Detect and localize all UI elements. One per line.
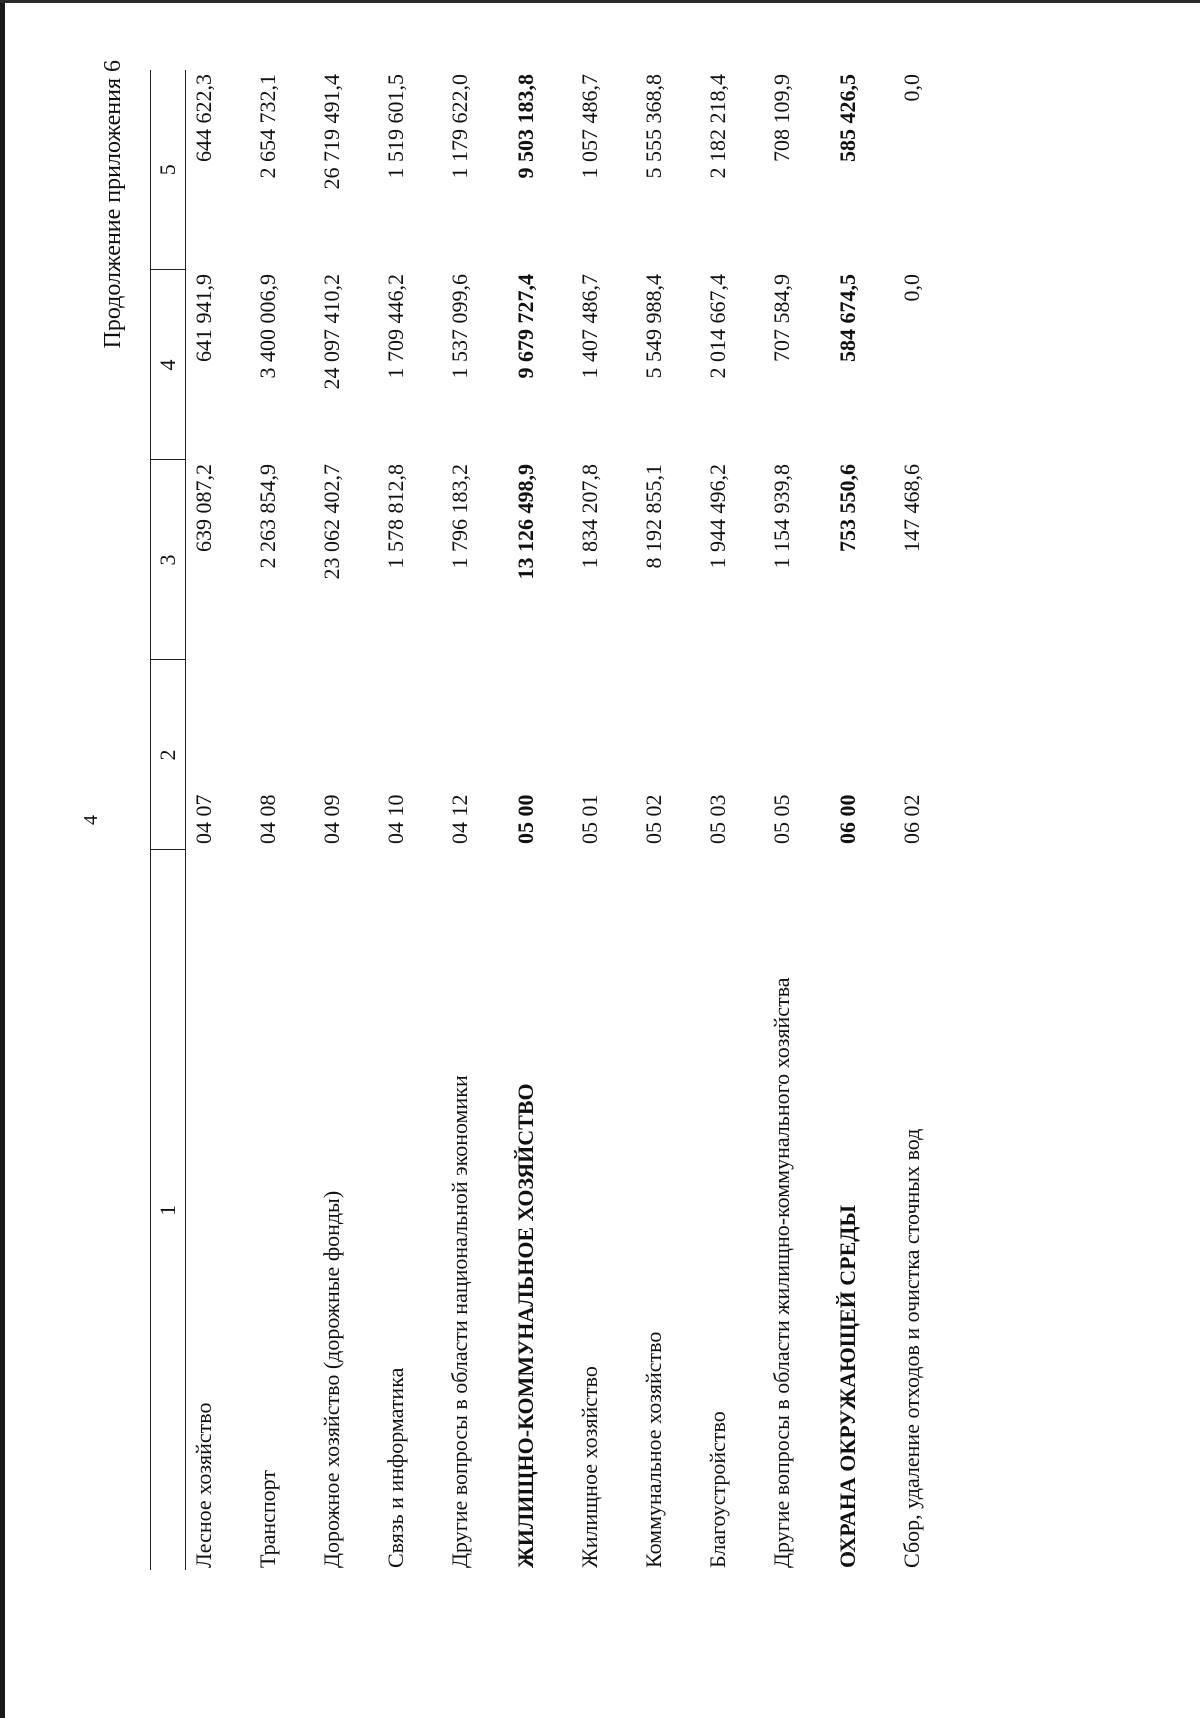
row-value-col5: 2 182 218,4 xyxy=(705,74,730,179)
row-value-col3: 1 154 939,8 xyxy=(769,464,794,569)
column-header-2: 2 xyxy=(151,660,186,850)
row-value-col3: 2 263 854,9 xyxy=(255,464,280,569)
row-code: 04 08 xyxy=(255,794,280,844)
row-name: Транспорт xyxy=(255,1469,280,1568)
row-value-col4: 1 709 446,2 xyxy=(383,274,408,379)
row-code: 04 12 xyxy=(447,794,472,844)
row-name: Коммунальное хозяйство xyxy=(641,1331,666,1568)
row-value-col4: 3 400 006,9 xyxy=(255,274,280,379)
table-row xyxy=(894,70,960,1570)
row-value-col3: 1 578 812,8 xyxy=(383,464,408,569)
row-value-col4: 9 679 727,4 xyxy=(513,274,538,379)
row-value-col3: 1 944 496,2 xyxy=(705,464,730,569)
row-code: 04 07 xyxy=(191,794,216,844)
row-value-col3: 147 468,6 xyxy=(899,464,924,552)
row-name: Другие вопросы в области жилищно-коммунального хозяйства xyxy=(769,977,794,1568)
row-value-col5: 585 426,5 xyxy=(835,74,860,162)
row-value-col5: 1 519 601,5 xyxy=(383,74,408,179)
row-name: Связь и информатика xyxy=(383,1367,408,1568)
row-value-col5: 5 555 368,8 xyxy=(641,74,666,179)
table-row xyxy=(764,70,830,1570)
row-value-col4: 584 674,5 xyxy=(835,274,860,362)
table-row xyxy=(314,70,378,1570)
row-code: 05 03 xyxy=(705,794,730,844)
column-header-4: 4 xyxy=(151,270,186,460)
row-value-col3: 753 550,6 xyxy=(835,464,860,552)
table-row-section xyxy=(830,70,894,1570)
row-code: 04 10 xyxy=(383,794,408,844)
row-value-col5: 26 719 491,4 xyxy=(319,74,344,190)
table-row xyxy=(700,70,764,1570)
row-value-col5: 0,0 xyxy=(899,74,924,102)
table-row xyxy=(378,70,442,1570)
table-row xyxy=(442,70,508,1570)
row-name: Сбор, удаление отходов и очистка сточных вод xyxy=(899,1128,924,1568)
row-value-col5: 2 654 732,1 xyxy=(255,74,280,179)
row-value-col3: 1 834 207,8 xyxy=(577,464,602,569)
column-header-1: 1 xyxy=(151,850,186,1570)
row-value-col4: 2 014 667,4 xyxy=(705,274,730,379)
row-value-col4: 707 584,9 xyxy=(769,274,794,362)
row-code: 04 09 xyxy=(319,794,344,844)
row-value-col4: 5 549 988,4 xyxy=(641,274,666,379)
row-code: 06 02 xyxy=(899,794,924,844)
row-value-col3: 1 796 183,2 xyxy=(447,464,472,569)
row-value-col3: 8 192 855,1 xyxy=(641,464,666,569)
row-value-col4: 0,0 xyxy=(899,274,924,302)
row-value-col5: 1 057 486,7 xyxy=(577,74,602,179)
appendix-caption: Продолжение приложения 6 xyxy=(100,60,126,349)
row-code: 05 02 xyxy=(641,794,666,844)
row-value-col3: 13 126 498,9 xyxy=(513,464,538,580)
scan-shadow-edge xyxy=(0,0,5,1718)
table-row xyxy=(250,70,314,1570)
row-code: 05 01 xyxy=(577,794,602,844)
row-code: 05 00 xyxy=(513,794,538,844)
rotated-document-page xyxy=(80,60,1150,1570)
row-name: ЖИЛИЩНО-КОММУНАЛЬНОЕ ХОЗЯЙСТВО xyxy=(513,1083,538,1568)
table-header-row xyxy=(151,70,186,1570)
row-value-col3: 23 062 402,7 xyxy=(319,464,344,580)
row-name: Благоустройство xyxy=(705,1411,730,1568)
row-value-col4: 1 537 099,6 xyxy=(447,274,472,379)
row-name: Другие вопросы в области национальной экономики xyxy=(447,1075,472,1568)
table-row xyxy=(636,70,700,1570)
row-value-col5: 708 109,9 xyxy=(769,74,794,162)
column-header-5: 5 xyxy=(151,70,186,270)
column-header-3: 3 xyxy=(151,460,186,660)
row-value-col3: 639 087,2 xyxy=(191,464,216,552)
row-value-col5: 9 503 183,8 xyxy=(513,74,538,179)
row-name: Лесное хозяйство xyxy=(191,1402,216,1568)
row-name: Дорожное хозяйство (дорожные фонды) xyxy=(319,1190,344,1568)
table-row xyxy=(572,70,636,1570)
row-code: 05 05 xyxy=(769,794,794,844)
page-number: 4 xyxy=(80,815,102,825)
row-name: Жилищное хозяйство xyxy=(577,1366,602,1568)
scan-shadow-top xyxy=(0,0,1200,3)
row-value-col4: 24 097 410,2 xyxy=(319,274,344,390)
budget-table xyxy=(150,70,960,1570)
row-value-col5: 1 179 622,0 xyxy=(447,74,472,179)
row-name: ОХРАНА ОКРУЖАЮЩЕЙ СРЕДЫ xyxy=(835,1205,860,1568)
row-code: 06 00 xyxy=(835,794,860,844)
row-value-col4: 1 407 486,7 xyxy=(577,274,602,379)
row-value-col4: 641 941,9 xyxy=(191,274,216,362)
table-row-section xyxy=(508,70,572,1570)
table-row xyxy=(186,70,251,1570)
row-value-col5: 644 622,3 xyxy=(191,74,216,162)
